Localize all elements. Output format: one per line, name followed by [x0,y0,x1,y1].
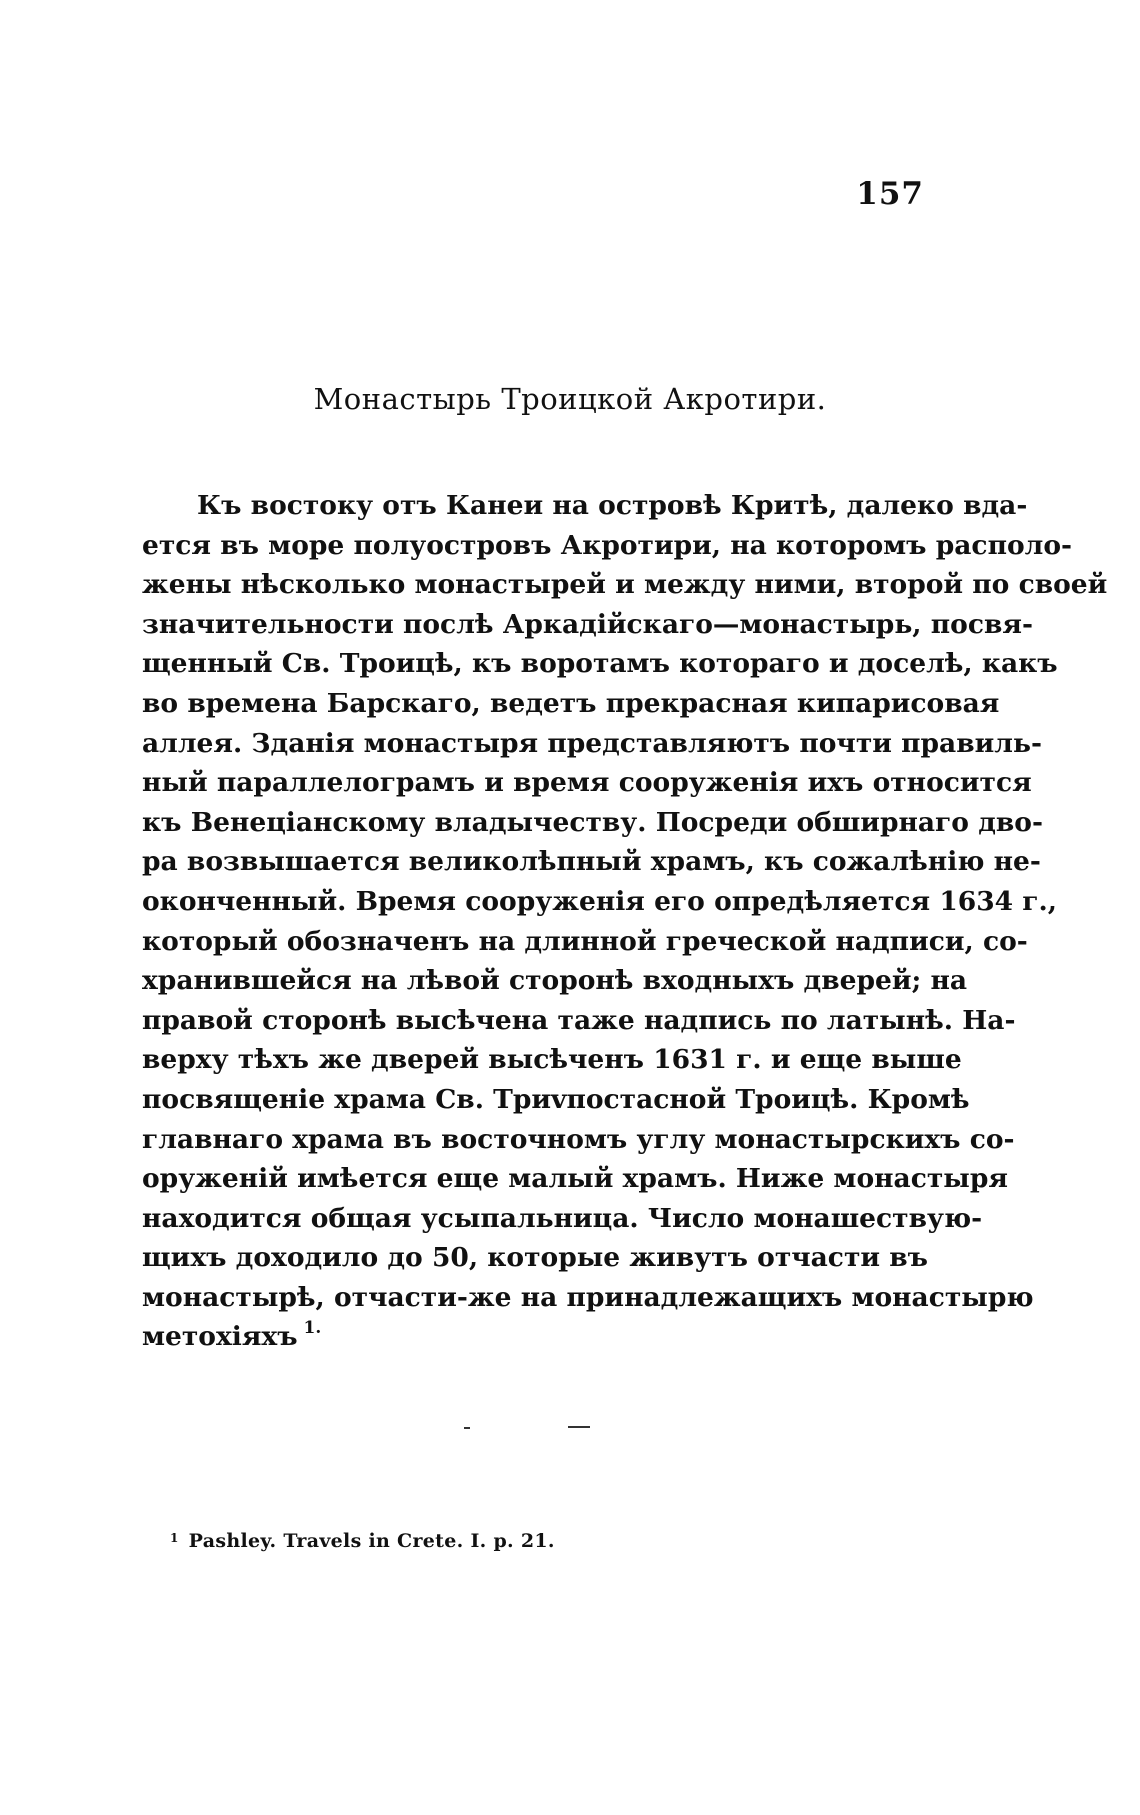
body-line: оконченный. Время сооруженія его опредѣляется 1634 г., [142,885,1057,917]
body-line: къ Венеціанскому владычеству. Посреди обширнаго дво- [142,806,1043,838]
section-separator [460,1426,600,1430]
body-line: монастырѣ, отчасти-же на принадлежащихъ монастырю [142,1281,1034,1313]
body-line: посвященіе храма Св. Триvпостасной Троицѣ. Кромѣ [142,1083,970,1115]
body-line: щихъ доходило до 50, которые живутъ отчасти въ [142,1242,928,1274]
body-line: оруженій имѣется еще малый храмъ. Ниже монастыря [142,1163,1008,1195]
body-line: аллея. Зданія монастыря представляютъ почти правиль- [142,727,1042,759]
body-line: щенный Св. Троицѣ, къ воротамъ котораго и доселѣ, какъ [142,648,1058,680]
body-line: ра возвышается великолѣпный храмъ, къ сожалѣнію не- [142,846,1041,878]
body-line: ный параллелограмъ и время сооруженія ихъ относится [142,767,1032,799]
separator-dot [464,1427,470,1429]
body-line: значительности послѣ Аркадійскаго—монастырь, посвя- [142,608,1033,640]
separator-dash [568,1426,590,1428]
body-paragraph [142,486,1108,1357]
body-line: находится общая усыпальница. Число монашествую- [142,1202,983,1234]
body-line: верху тѣхъ же дверей высѣченъ 1631 г. и еще выше [142,1044,962,1076]
body-line: правой сторонѣ высѣчена таже надпись по латынѣ. На- [142,1004,1016,1036]
body-line: который обозначенъ на длинной греческой надписи, со- [142,925,1028,957]
body-line: ется въ море полуостровъ Акротири, на которомъ располо- [142,529,1072,561]
body-line-last [142,1317,917,1357]
footnote-text: Pashley. Travels in Crete. I. p. 21. [188,1530,555,1552]
chapter-title: Монастырь Троицкой Акротири. [313,382,827,416]
footnote-reference: 1. [303,1318,322,1339]
page-number: 157 [856,176,924,212]
body-line: главнаго храма въ восточномъ углу монастырскихъ со- [142,1123,1015,1155]
body-line: Къ востоку отъ Канеи на островѣ Критѣ, далеко вда- [197,490,1028,521]
body-line: жены нѣсколько монастырей и между ними, второй по своей [142,569,1108,601]
footnote-marker: 1 [170,1531,179,1545]
body-line-text: метохіяхъ [142,1321,298,1353]
footnote [170,1530,555,1552]
body-line: хранившейся на лѣвой сторонѣ входныхъ дверей; на [142,965,968,997]
body-line: во времена Барскаго, ведетъ прекрасная кипарисовая [142,687,1000,719]
